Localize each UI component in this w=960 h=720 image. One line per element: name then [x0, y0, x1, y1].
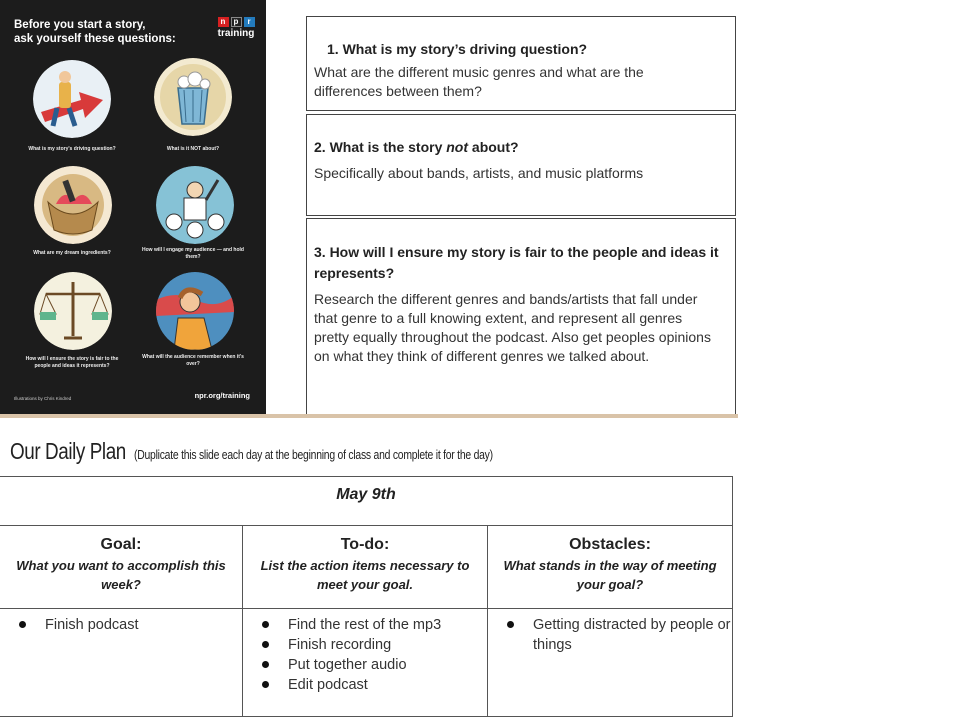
- illustration-credit: Illustrations by Chris Kindred: [14, 396, 72, 401]
- caption-not-about: What is it NOT about?: [166, 146, 220, 152]
- daily-plan-subtitle: (Duplicate this slide each day at the beginning of class and complete it for the day): [133, 447, 493, 462]
- logo-letter-p: p: [231, 17, 242, 27]
- npr-training-logo: [214, 17, 258, 39]
- caption-engage-audience: How will I engage my audience — and hold them?: [142, 247, 244, 260]
- list-item: Find the rest of the mp3: [288, 615, 486, 635]
- list-item: Finish recording: [288, 635, 486, 655]
- question-box-1: [306, 16, 736, 111]
- question-2-heading: [314, 139, 735, 155]
- logo-letter-n: n: [218, 17, 229, 27]
- plan-date: May 9th: [0, 477, 733, 526]
- obstacles-header: [488, 526, 733, 609]
- driving-question-illustration: [33, 60, 111, 138]
- question-1-answer: What are the different music genres and what are the differences between them?: [314, 64, 644, 99]
- npr-training-url: npr.org/training: [194, 391, 250, 400]
- question-2-answer: Specifically about bands, artists, and music platforms: [314, 165, 644, 181]
- question-1-heading: [327, 41, 735, 57]
- todo-heading: To-do:: [340, 536, 390, 553]
- question-3-answer: Research the different genres and bands/artists that fall under that genre to a full knowing extent, and represent all genres pretty equally throughout the podcast. Also get peoples opinions on what they think of different genres we talked about.: [314, 291, 711, 364]
- goal-items: [0, 609, 243, 717]
- dream-ingredients-illustration: [34, 166, 112, 244]
- daily-plan-title: [10, 438, 582, 465]
- list-item: Put together audio: [288, 655, 486, 675]
- goal-heading: Goal:: [100, 536, 142, 553]
- caption-driving-question: What is my story's driving question?: [28, 146, 116, 152]
- logo-letter-r: r: [244, 17, 255, 27]
- todo-subheading: List the action items necessary to meet your goal.: [260, 558, 470, 592]
- daily-plan-table: [0, 476, 733, 717]
- npr-training-poster: [0, 0, 266, 415]
- engage-audience-illustration: [156, 166, 234, 244]
- goal-header: [0, 526, 243, 609]
- caption-dream-ingredients: What are my dream ingredients?: [33, 250, 111, 256]
- obstacles-items: [488, 609, 733, 717]
- poster-title-line1: Before you start a story,: [14, 19, 146, 31]
- not-about-illustration: [154, 58, 232, 136]
- logo-word: training: [217, 28, 255, 39]
- todo-items: [243, 609, 488, 717]
- list-item: Edit podcast: [288, 675, 486, 695]
- daily-plan-heading: Our Daily Plan: [10, 438, 126, 464]
- question-1-heading-text: 1. What is my story’s driving question?: [327, 41, 588, 57]
- todo-list: [244, 615, 486, 695]
- caption-audience-remember: What will the audience remember when it's over?: [142, 354, 244, 367]
- list-item: Getting distracted by people or things: [533, 617, 731, 653]
- caption-fair-story: How will I ensure the story is fair to the people and ideas it represents?: [25, 356, 119, 369]
- question-box-2: [306, 114, 736, 216]
- goal-subheading: What you want to accomplish this week?: [16, 558, 226, 592]
- fair-story-illustration: [34, 272, 112, 350]
- todo-header: [243, 526, 488, 609]
- obstacles-list: [489, 615, 731, 655]
- question-2-heading-post: about?: [468, 139, 519, 155]
- poster-title-line2: ask yourself these questions:: [14, 33, 176, 45]
- question-2-heading-pre: 2. What is the story: [314, 139, 447, 155]
- question-2-heading-emphasis: not: [446, 139, 469, 155]
- question-box-3: [306, 218, 736, 416]
- list-item: Finish podcast: [45, 615, 241, 635]
- obstacles-subheading: What stands in the way of meeting your goal?: [503, 558, 717, 592]
- poster-title: [14, 18, 176, 46]
- goal-list: [1, 615, 241, 635]
- audience-remember-illustration: [156, 272, 234, 350]
- obstacles-heading: Obstacles:: [569, 536, 651, 553]
- section-divider: [0, 414, 738, 418]
- question-3-heading: 3. How will I ensure my story is fair to the people and ideas it represents?: [314, 244, 719, 281]
